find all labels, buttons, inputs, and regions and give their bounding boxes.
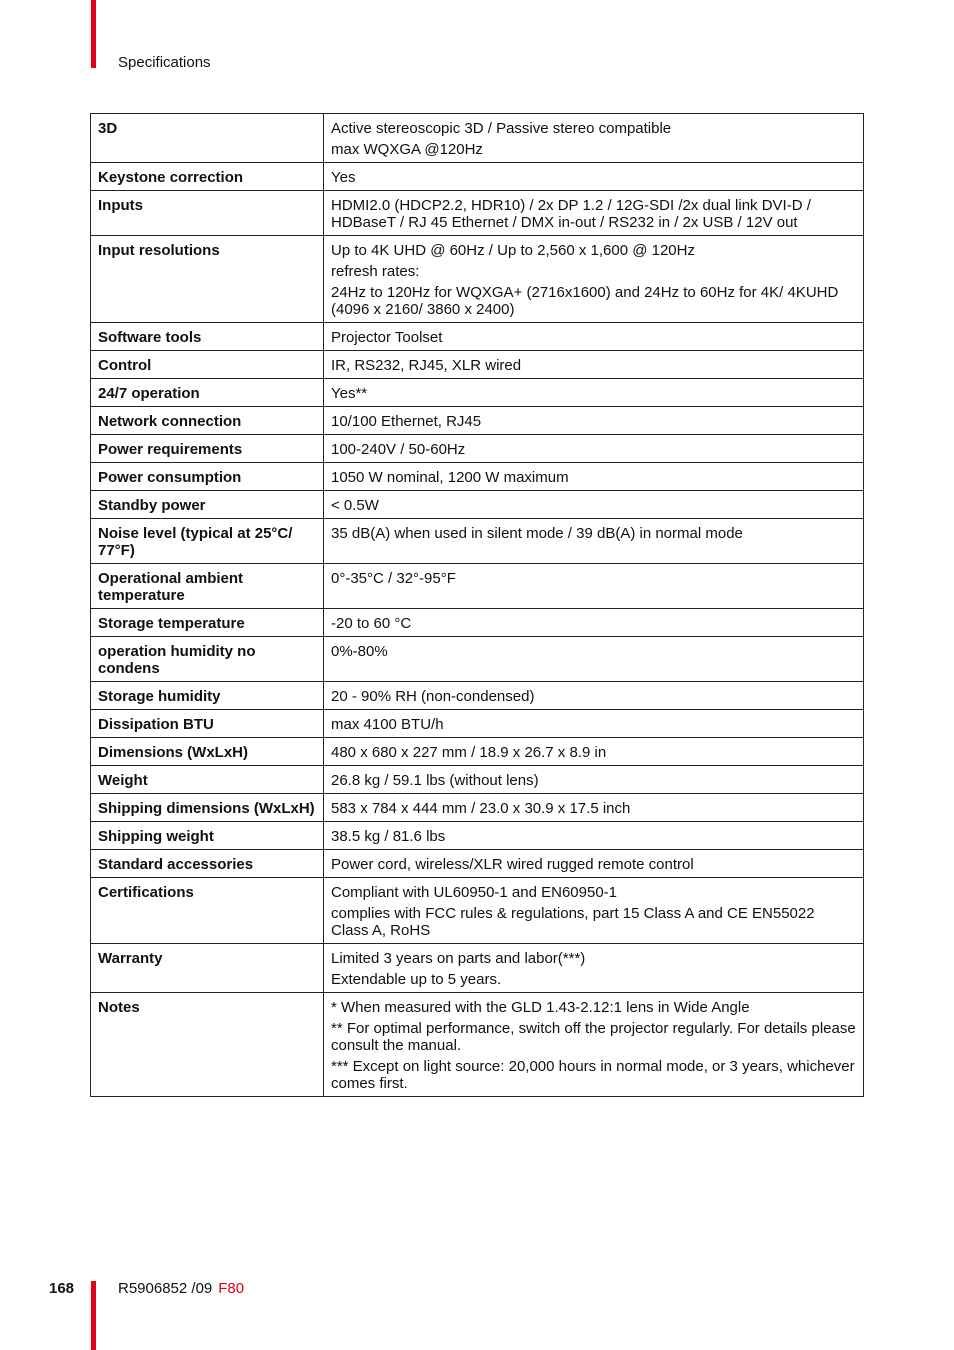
spec-value — [324, 435, 864, 463]
section-title: Specifications — [118, 54, 211, 71]
spec-value — [324, 463, 864, 491]
spec-label: Power requirements — [91, 435, 324, 463]
spec-label: Control — [91, 351, 324, 379]
spec-label: Software tools — [91, 323, 324, 351]
spec-value-line: Limited 3 years on parts and labor(***) — [331, 950, 586, 967]
spec-label: Network connection — [91, 407, 324, 435]
spec-label: Dimensions (WxLxH) — [91, 738, 324, 766]
spec-label: Inputs — [91, 191, 324, 236]
spec-value-line: Up to 4K UHD @ 60Hz / Up to 2,560 x 1,600 @ 120Hz — [331, 242, 695, 259]
spec-value-line: 0%-80% — [331, 643, 388, 660]
spec-value-line: 35 dB(A) when used in silent mode / 39 dB(A) in normal mode — [331, 525, 743, 542]
spec-row — [91, 738, 864, 766]
spec-row — [91, 379, 864, 407]
spec-value-line: max 4100 BTU/h — [331, 716, 444, 733]
spec-value-line: complies with FCC rules & regulations, part 15 Class A and CE EN55022 Class A, RoHS — [331, 905, 815, 939]
spec-row — [91, 682, 864, 710]
spec-row — [91, 850, 864, 878]
spec-value — [324, 682, 864, 710]
model-name: F80 — [218, 1280, 245, 1297]
spec-value-line: 0°-35°C / 32°-95°F — [331, 570, 456, 587]
spec-row — [91, 822, 864, 850]
header-accent-bar — [91, 0, 96, 68]
spec-label: Shipping dimensions (WxLxH) — [91, 794, 324, 822]
spec-value-line: Yes** — [331, 385, 368, 402]
spec-row — [91, 114, 864, 163]
spec-value — [324, 163, 864, 191]
spec-value — [324, 609, 864, 637]
spec-value-line: -20 to 60 °C — [331, 615, 412, 632]
spec-label: Storage humidity — [91, 682, 324, 710]
spec-value-line: * When measured with the GLD 1.43-2.12:1 lens in Wide Angle — [331, 999, 750, 1016]
spec-label: Warranty — [91, 944, 324, 993]
spec-value — [324, 822, 864, 850]
spec-row — [91, 163, 864, 191]
document-number: R5906852 /09 — [118, 1280, 213, 1297]
spec-value — [324, 519, 864, 564]
spec-label: Shipping weight — [91, 822, 324, 850]
specifications-table — [90, 113, 864, 1097]
spec-row — [91, 766, 864, 794]
spec-label: Certifications — [91, 878, 324, 944]
spec-label: Standard accessories — [91, 850, 324, 878]
document-reference — [118, 1280, 244, 1297]
spec-value — [324, 114, 864, 163]
spec-row — [91, 323, 864, 351]
spec-row — [91, 944, 864, 993]
spec-value-line: IR, RS232, RJ45, XLR wired — [331, 357, 522, 374]
spec-value-line: Power cord, wireless/XLR wired rugged remote control — [331, 856, 694, 873]
spec-value-line: refresh rates: — [331, 263, 420, 280]
spec-row — [91, 993, 864, 1097]
spec-label: Input resolutions — [91, 236, 324, 323]
spec-value — [324, 944, 864, 993]
spec-row — [91, 564, 864, 609]
spec-value — [324, 710, 864, 738]
spec-row — [91, 609, 864, 637]
spec-value — [324, 351, 864, 379]
spec-row — [91, 710, 864, 738]
spec-label: Noise level (typical at 25°C/ 77°F) — [91, 519, 324, 564]
spec-row — [91, 637, 864, 682]
spec-value-line: < 0.5W — [331, 497, 379, 514]
spec-row — [91, 519, 864, 564]
spec-value — [324, 878, 864, 944]
spec-row — [91, 351, 864, 379]
spec-value-line: 1050 W nominal, 1200 W maximum — [331, 469, 569, 486]
spec-row — [91, 407, 864, 435]
spec-row — [91, 463, 864, 491]
spec-value-line: Projector Toolset — [331, 329, 443, 346]
spec-label: 24/7 operation — [91, 379, 324, 407]
spec-value-line: Yes — [331, 169, 356, 186]
spec-label: Standby power — [91, 491, 324, 519]
spec-value-line: *** Except on light source: 20,000 hours in normal mode, or 3 years, whichever comes first. — [331, 1058, 855, 1092]
spec-value — [324, 491, 864, 519]
spec-value-line: 20 - 90% RH (non-condensed) — [331, 688, 535, 705]
spec-value — [324, 323, 864, 351]
spec-value — [324, 794, 864, 822]
spec-value-line: 38.5 kg / 81.6 lbs — [331, 828, 446, 845]
spec-value-line: 480 x 680 x 227 mm / 18.9 x 26.7 x 8.9 in — [331, 744, 607, 761]
spec-value-line: 24Hz to 120Hz for WQXGA+ (2716x1600) and 24Hz to 60Hz for 4K/ 4KUHD (4096 x 2160/ 3860 x 2400) — [331, 284, 839, 318]
spec-label: 3D — [91, 114, 324, 163]
spec-label: operation humidity no condens — [91, 637, 324, 682]
spec-label: Keystone correction — [91, 163, 324, 191]
spec-value — [324, 564, 864, 609]
spec-row — [91, 878, 864, 944]
spec-label: Operational ambient temperature — [91, 564, 324, 609]
spec-value — [324, 191, 864, 236]
spec-row — [91, 236, 864, 323]
spec-value — [324, 850, 864, 878]
spec-value-line: Active stereoscopic 3D / Passive stereo compatible — [331, 120, 672, 137]
spec-row — [91, 491, 864, 519]
spec-value-line: 26.8 kg / 59.1 lbs (without lens) — [331, 772, 539, 789]
spec-value — [324, 637, 864, 682]
spec-value-line: 583 x 784 x 444 mm / 23.0 x 30.9 x 17.5 inch — [331, 800, 631, 817]
footer-accent-bar — [91, 1281, 96, 1350]
page-number: 168 — [49, 1280, 75, 1297]
spec-value — [324, 379, 864, 407]
spec-row — [91, 191, 864, 236]
spec-value-line: ** For optimal performance, switch off the projector regularly. For details please consult the manual. — [331, 1020, 856, 1054]
spec-value — [324, 738, 864, 766]
spec-value — [324, 993, 864, 1097]
spec-label: Weight — [91, 766, 324, 794]
spec-value-line: 100-240V / 50-60Hz — [331, 441, 466, 458]
spec-value-line: max WQXGA @120Hz — [331, 141, 483, 158]
spec-label: Storage temperature — [91, 609, 324, 637]
spec-row — [91, 435, 864, 463]
spec-label: Notes — [91, 993, 324, 1097]
spec-value-line: Extendable up to 5 years. — [331, 971, 502, 988]
spec-value — [324, 236, 864, 323]
spec-value-line: 10/100 Ethernet, RJ45 — [331, 413, 482, 430]
spec-value-line: Compliant with UL60950-1 and EN60950-1 — [331, 884, 618, 901]
spec-label: Dissipation BTU — [91, 710, 324, 738]
spec-row — [91, 794, 864, 822]
spec-value — [324, 766, 864, 794]
spec-value-line: HDMI2.0 (HDCP2.2, HDR10) / 2x DP 1.2 / 12G-SDI /2x dual link DVI-D / HDBaseT / RJ 45 Ethernet / DMX in-out / RS232 in / 2x USB / 12V out — [331, 197, 811, 231]
spec-value — [324, 407, 864, 435]
spec-label: Power consumption — [91, 463, 324, 491]
